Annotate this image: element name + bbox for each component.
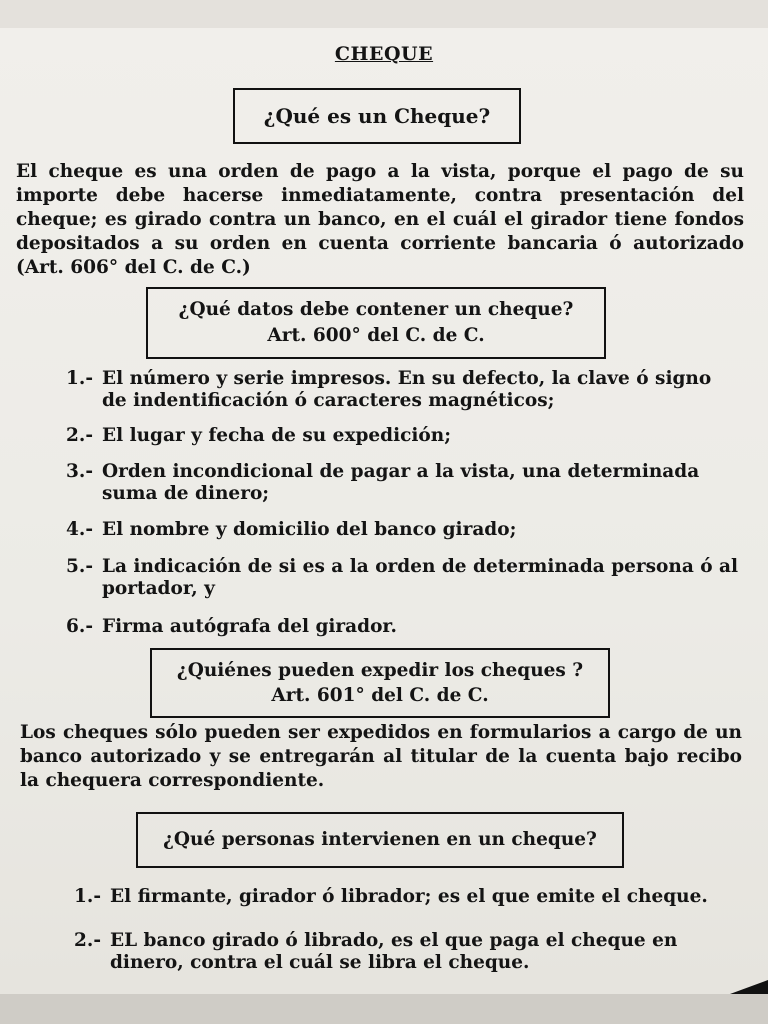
- list-item-number: 1.-: [74, 886, 101, 907]
- list-item-text: EL banco girado ó librado, es el que paga el cheque en dinero, contra el cuál se libra el cheque.: [110, 930, 678, 973]
- list-item-number: 2.-: [66, 425, 93, 446]
- list-item-number: 5.-: [66, 556, 93, 577]
- list-item-text: Orden incondicional de pagar a la vista, una determinada suma de dinero;: [102, 461, 700, 504]
- list-item-data-3: [66, 461, 742, 505]
- heading-who-issues: ¿Quiénes pueden expedir los cheques ?: [176, 660, 584, 681]
- heading-box-what-is-cheque: [233, 88, 521, 144]
- list-item-number: 2.-: [74, 930, 101, 951]
- paragraph-issuers: Los cheques sólo pueden ser expedidos en formularios a cargo de un banco autorizado y se entregarán al titular de la cuenta bajo recibo la chequera correspondiente.: [20, 722, 742, 791]
- list-item-number: 3.-: [66, 461, 93, 482]
- list-item-text: El lugar y fecha de su expedición;: [102, 425, 452, 446]
- list-item-text: La indicación de si es a la orden de determinada persona ó al portador, y: [102, 556, 739, 599]
- list-item-text: El nombre y domicilio del banco girado;: [102, 519, 517, 540]
- heading-participants: ¿Qué personas intervienen en un cheque?: [163, 829, 597, 850]
- list-item-text: El número y serie impresos. En su defecto, la clave ó signo de indentificación ó caracteres magnéticos;: [102, 368, 712, 411]
- list-item-data-2: [66, 425, 742, 447]
- list-item-text: El firmante, girador ó librador; es el que emite el cheque.: [110, 886, 708, 907]
- list-item-participant-2: [74, 930, 742, 974]
- heading-cheque-data: ¿Qué datos debe contener un cheque?: [178, 299, 574, 320]
- corner-mark: [730, 980, 768, 994]
- list-item-number: 4.-: [66, 519, 93, 540]
- heading-cheque-data-article: Art. 600° del C. de C.: [267, 325, 485, 346]
- list-item-data-1: [66, 368, 742, 412]
- list-item-number: 1.-: [66, 368, 93, 389]
- heading-who-issues-article: Art. 601° del C. de C.: [271, 685, 489, 706]
- heading-what-is-cheque: ¿Qué es un Cheque?: [263, 104, 491, 128]
- list-item-text: Firma autógrafa del girador.: [102, 616, 397, 637]
- document-title: CHEQUE: [334, 43, 434, 65]
- list-item-data-6: [66, 616, 742, 638]
- list-item-data-5: [66, 556, 746, 600]
- list-item-number: 6.-: [66, 616, 93, 637]
- page-edge: [0, 994, 768, 1024]
- heading-box-who-issues: [150, 648, 610, 718]
- heading-box-cheque-data: [146, 287, 606, 359]
- list-item-participant-1: [74, 886, 742, 908]
- heading-box-participants: [136, 812, 624, 868]
- list-item-data-4: [66, 519, 742, 541]
- paragraph-definition: El cheque es una orden de pago a la vista, porque el pago de su importe debe hacerse inmediatamente, contra presentación del cheque; es girado contra un banco, en el cuál el girador tiene fondos depositados a su orden en cuenta corriente bancaria ó autorizado (Art. 606° del C. de C.): [16, 161, 744, 278]
